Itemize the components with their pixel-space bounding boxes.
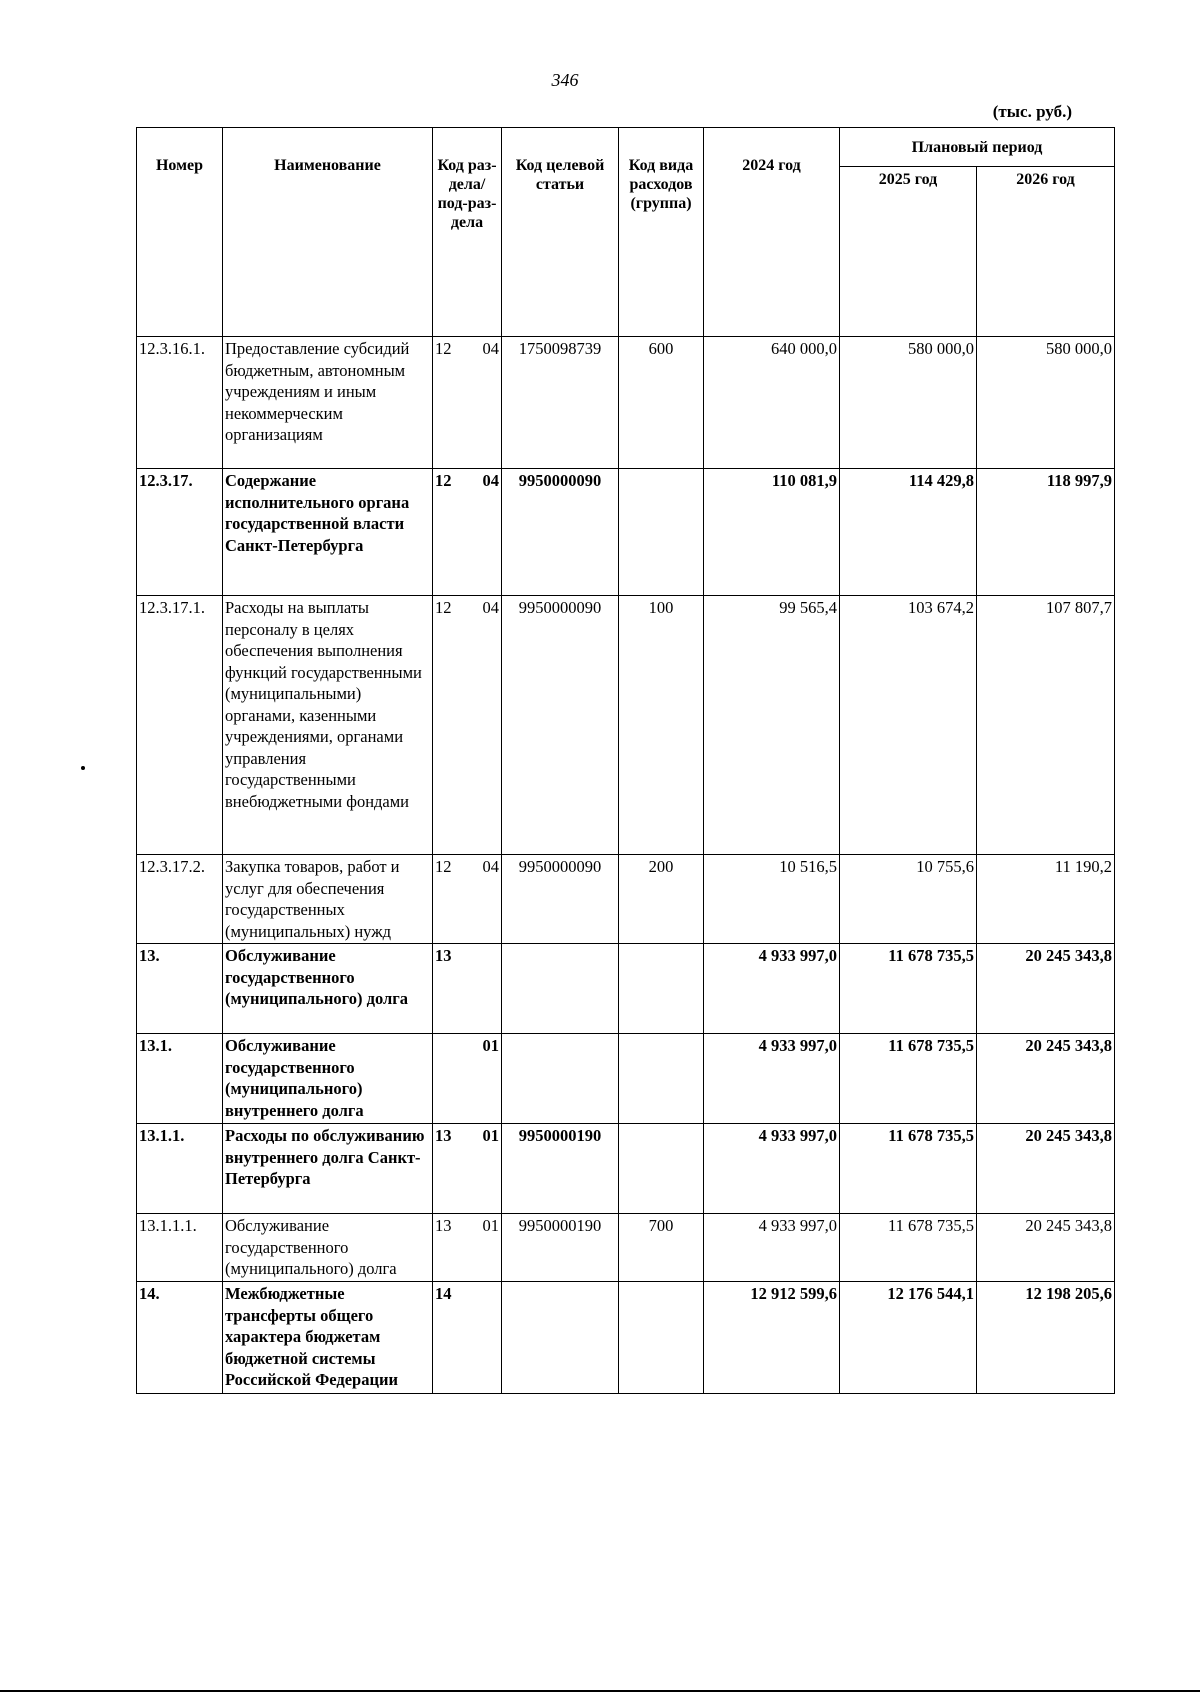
row-number: 14. bbox=[137, 1282, 223, 1394]
row-number: 12.3.16.1. bbox=[137, 337, 223, 469]
row-expense-group: 200 bbox=[619, 855, 704, 944]
row-amount-2026: 580 000,0 bbox=[977, 337, 1115, 469]
row-subsection: 01 bbox=[482, 1216, 499, 1235]
row-name: Межбюджетные трансферты общего характера бюджетам бюджетной системы Российской Федерации bbox=[223, 1282, 433, 1394]
row-amount-2024: 12 912 599,6 bbox=[704, 1282, 840, 1394]
row-expense-group bbox=[619, 1034, 704, 1124]
row-target-code bbox=[502, 1282, 619, 1394]
table-body bbox=[137, 337, 1115, 1394]
row-amount-2026: 20 245 343,8 bbox=[977, 944, 1115, 1034]
row-name: Предоставление субсидий бюджетным, автономным учреждениям и иным некоммерческим организациям bbox=[223, 337, 433, 469]
row-amount-2026: 12 198 205,6 bbox=[977, 1282, 1115, 1394]
header-year-2025: 2025 год bbox=[840, 167, 977, 337]
row-amount-2026: 20 245 343,8 bbox=[977, 1214, 1115, 1282]
row-amount-2025: 11 678 735,5 bbox=[840, 1124, 977, 1214]
row-amount-2024: 110 081,9 bbox=[704, 469, 840, 596]
row-section: 12 bbox=[435, 471, 452, 490]
row-amount-2026: 11 190,2 bbox=[977, 855, 1115, 944]
row-amount-2026: 20 245 343,8 bbox=[977, 1034, 1115, 1124]
row-section-code bbox=[433, 855, 502, 944]
row-number: 12.3.17.1. bbox=[137, 596, 223, 855]
row-number: 12.3.17. bbox=[137, 469, 223, 596]
row-expense-group bbox=[619, 1282, 704, 1394]
row-section: 13 bbox=[435, 1126, 452, 1145]
row-amount-2025: 11 678 735,5 bbox=[840, 944, 977, 1034]
header-year-2026: 2026 год bbox=[977, 167, 1115, 337]
row-amount-2024: 4 933 997,0 bbox=[704, 1034, 840, 1124]
row-section-code bbox=[433, 596, 502, 855]
row-subsection: 04 bbox=[482, 857, 499, 876]
row-section-code bbox=[433, 337, 502, 469]
row-amount-2025: 580 000,0 bbox=[840, 337, 977, 469]
row-name: Содержание исполнительного органа государственной власти Санкт-Петербурга bbox=[223, 469, 433, 596]
row-name: Закупка товаров, работ и услуг для обеспечения государственных (муниципальных) нужд bbox=[223, 855, 433, 944]
row-number: 13.1.1. bbox=[137, 1124, 223, 1214]
table-row bbox=[137, 1282, 1115, 1394]
row-expense-group bbox=[619, 469, 704, 596]
row-section-code bbox=[433, 1034, 502, 1124]
row-amount-2026: 107 807,7 bbox=[977, 596, 1115, 855]
row-expense-group: 700 bbox=[619, 1214, 704, 1282]
row-section-code bbox=[433, 469, 502, 596]
row-section: 12 bbox=[435, 598, 452, 617]
row-amount-2024: 4 933 997,0 bbox=[704, 1124, 840, 1214]
table-row bbox=[137, 596, 1115, 855]
row-amount-2025: 11 678 735,5 bbox=[840, 1214, 977, 1282]
row-expense-group bbox=[619, 944, 704, 1034]
row-amount-2025: 103 674,2 bbox=[840, 596, 977, 855]
header-planned-period: Плановый период bbox=[840, 128, 1115, 167]
row-number: 13.1.1.1. bbox=[137, 1214, 223, 1282]
row-expense-group: 600 bbox=[619, 337, 704, 469]
table-row bbox=[137, 855, 1115, 944]
row-target-code bbox=[502, 1034, 619, 1124]
row-section-code bbox=[433, 1214, 502, 1282]
row-amount-2026: 118 997,9 bbox=[977, 469, 1115, 596]
row-target-code: 9950000190 bbox=[502, 1214, 619, 1282]
table-row bbox=[137, 944, 1115, 1034]
row-target-code: 9950000190 bbox=[502, 1124, 619, 1214]
row-section: 13 bbox=[435, 1216, 452, 1235]
row-amount-2025: 10 755,6 bbox=[840, 855, 977, 944]
header-expense-type: Код вида расходов (группа) bbox=[619, 128, 704, 337]
row-target-code: 9950000090 bbox=[502, 469, 619, 596]
row-section: 14 bbox=[435, 1284, 452, 1303]
row-amount-2024: 4 933 997,0 bbox=[704, 944, 840, 1034]
scan-dot bbox=[81, 766, 85, 770]
row-number: 13. bbox=[137, 944, 223, 1034]
header-number: Номер bbox=[137, 128, 223, 337]
row-amount-2024: 99 565,4 bbox=[704, 596, 840, 855]
page-number: 346 bbox=[551, 70, 579, 90]
budget-table bbox=[136, 127, 1115, 1394]
row-number: 12.3.17.2. bbox=[137, 855, 223, 944]
row-target-code: 9950000090 bbox=[502, 596, 619, 855]
row-amount-2024: 10 516,5 bbox=[704, 855, 840, 944]
row-target-code: 1750098739 bbox=[502, 337, 619, 469]
row-section: 12 bbox=[435, 857, 452, 876]
row-amount-2025: 114 429,8 bbox=[840, 469, 977, 596]
row-target-code bbox=[502, 944, 619, 1034]
row-name: Обслуживание государственного (муниципального) долга bbox=[223, 1214, 433, 1282]
row-section: 12 bbox=[435, 339, 452, 358]
row-amount-2025: 11 678 735,5 bbox=[840, 1034, 977, 1124]
table-header bbox=[137, 128, 1115, 337]
table-row bbox=[137, 1214, 1115, 1282]
row-amount-2024: 640 000,0 bbox=[704, 337, 840, 469]
row-section: 13 bbox=[435, 946, 452, 965]
table-row bbox=[137, 1124, 1115, 1214]
row-amount-2024: 4 933 997,0 bbox=[704, 1214, 840, 1282]
table-row bbox=[137, 1034, 1115, 1124]
row-name: Расходы по обслуживанию внутреннего долга Санкт-Петербурга bbox=[223, 1124, 433, 1214]
table-row bbox=[137, 469, 1115, 596]
row-name: Расходы на выплаты персоналу в целях обеспечения выполнения функций государственными (муниципальными) органами, казенными учреждениями, органами управления государственными внебюджетными фондами bbox=[223, 596, 433, 855]
row-subsection: 01 bbox=[482, 1126, 499, 1145]
row-name: Обслуживание государственного (муниципального) внутреннего долга bbox=[223, 1034, 433, 1124]
row-expense-group: 100 bbox=[619, 596, 704, 855]
row-section-code bbox=[433, 1282, 502, 1394]
table-row bbox=[137, 337, 1115, 469]
row-number: 13.1. bbox=[137, 1034, 223, 1124]
header-target: Код целевой статьи bbox=[502, 128, 619, 337]
row-subsection: 04 bbox=[482, 339, 499, 358]
row-name: Обслуживание государственного (муниципального) долга bbox=[223, 944, 433, 1034]
row-subsection: 04 bbox=[482, 471, 499, 490]
units-label: (тыс. руб.) bbox=[992, 102, 1072, 121]
header-section: Код раз-дела/ под-раз-дела bbox=[433, 128, 502, 337]
header-name: Наименование bbox=[223, 128, 433, 337]
row-section-code bbox=[433, 944, 502, 1034]
row-expense-group bbox=[619, 1124, 704, 1214]
row-target-code: 9950000090 bbox=[502, 855, 619, 944]
row-subsection: 01 bbox=[482, 1036, 499, 1055]
row-amount-2025: 12 176 544,1 bbox=[840, 1282, 977, 1394]
row-section-code bbox=[433, 1124, 502, 1214]
row-subsection: 04 bbox=[482, 598, 499, 617]
header-year-2024: 2024 год bbox=[704, 128, 840, 337]
row-amount-2026: 20 245 343,8 bbox=[977, 1124, 1115, 1214]
